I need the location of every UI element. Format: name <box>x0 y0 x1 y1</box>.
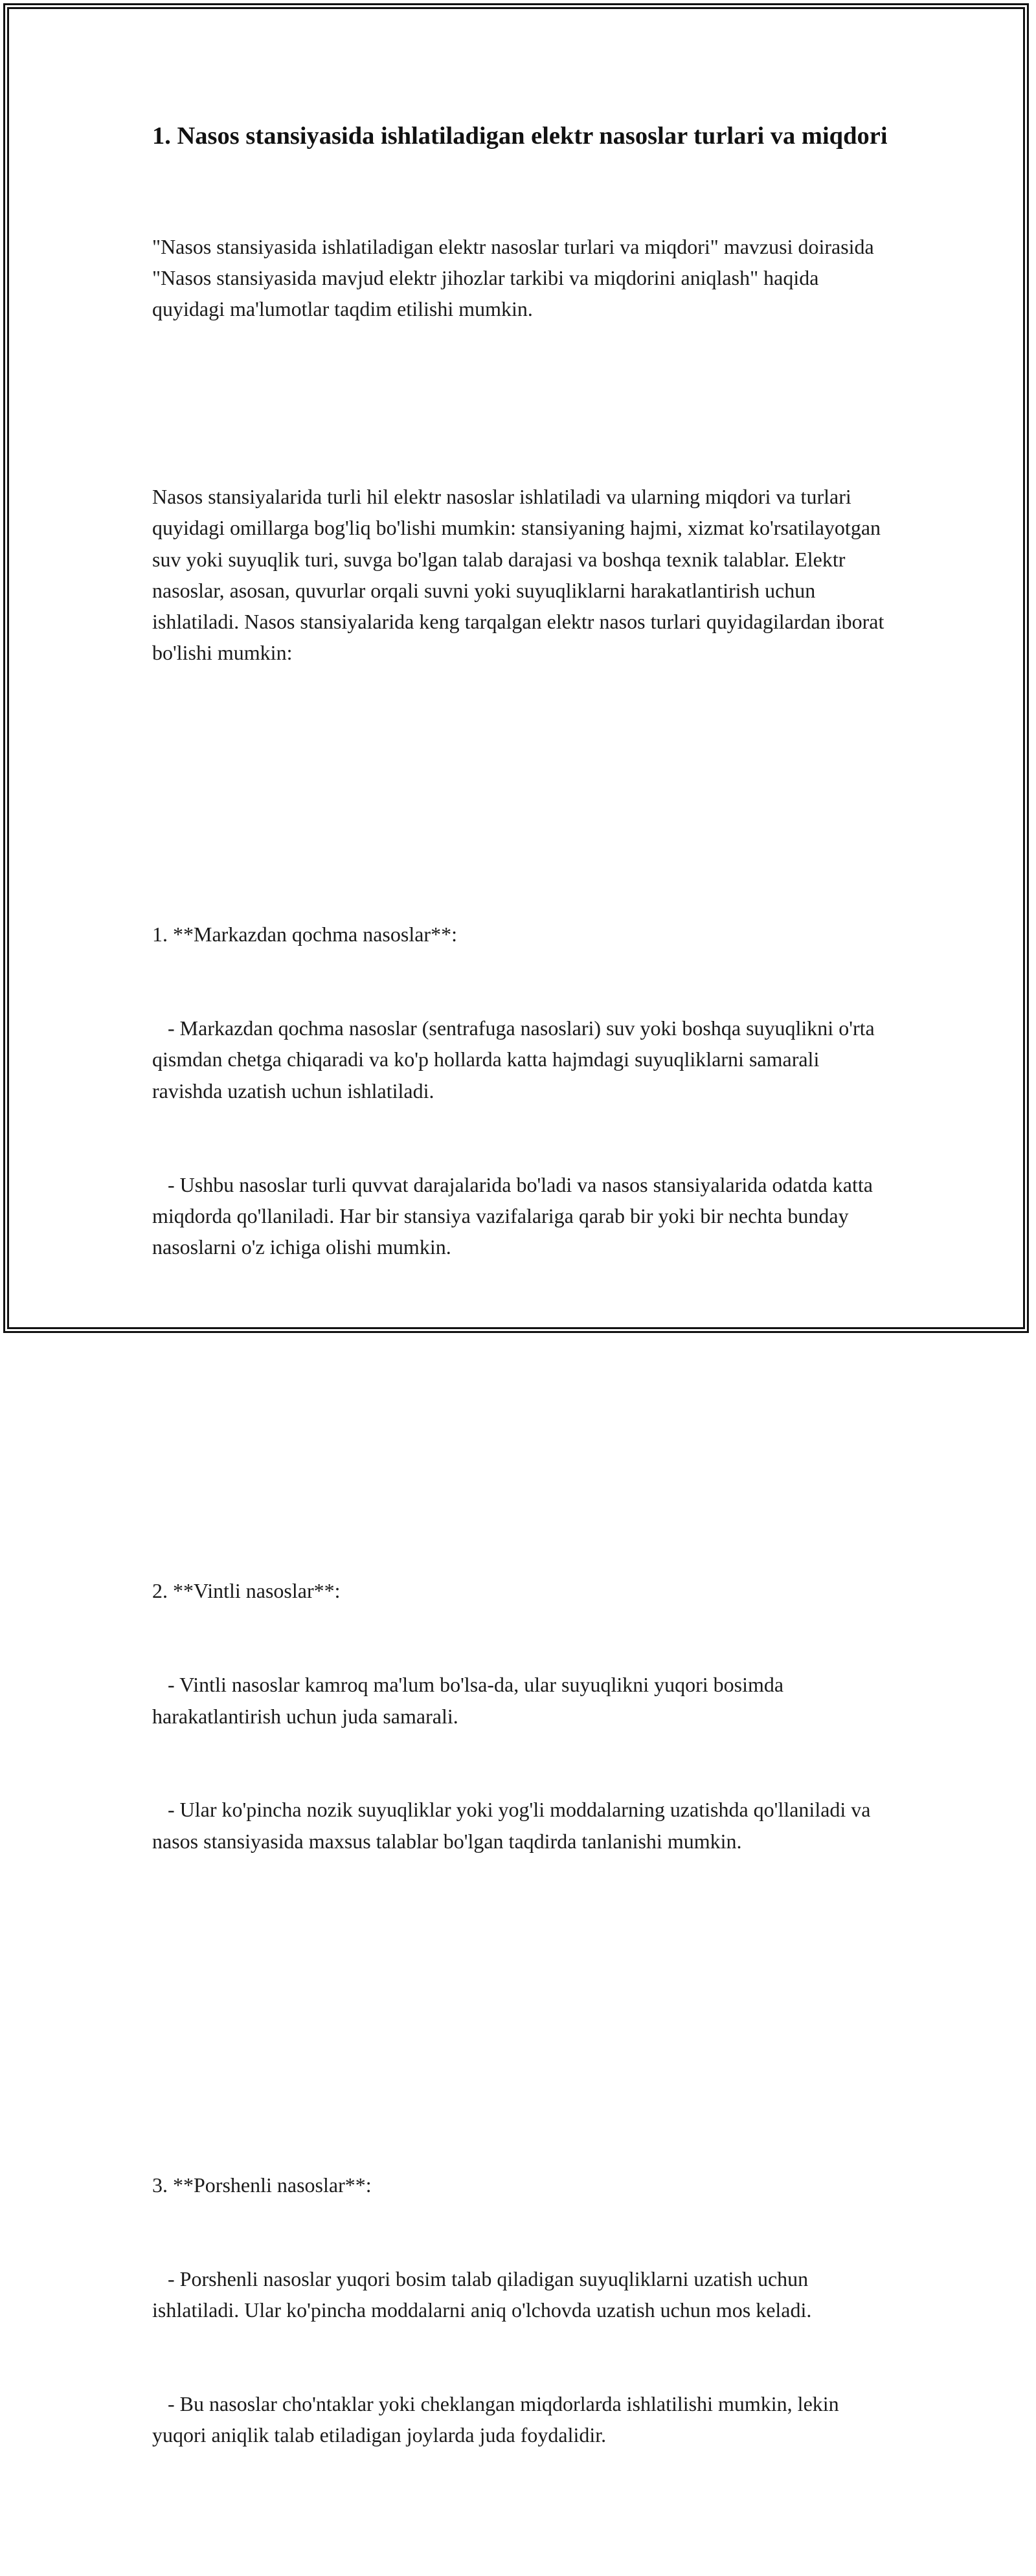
section-centrifugal <box>152 857 890 1325</box>
section-screw <box>152 1513 890 1920</box>
section-heading: 3. **Porshenli nasoslar**: <box>152 2173 372 2197</box>
paragraph-spacer <box>152 387 890 418</box>
document-content <box>152 118 890 2576</box>
document-title: 1. Nasos stansiyasida ishlatiladigan elektr nasoslar turlari va miqdori <box>152 122 888 150</box>
intro-paragraph: "Nasos stansiyasida ishlatiladigan elektr nasoslar turlari va miqdori" mavzusi doirasida "Nasos stansiyasida mavjud elektr jihozlar tarkibi va miqdorini aniqlash" haqida quyidagi ma'lumotlar taqdim etilishi mumkin. <box>152 234 879 321</box>
section-heading: 1. **Markazdan qochma nasoslar**: <box>152 923 457 946</box>
document-body <box>152 168 890 2576</box>
paragraph-spacer <box>152 731 890 762</box>
section-bullet: - Bu nasoslar cho'ntaklar yoki cheklangan miqdorlarda ishlatilishi mumkin, lekin yuqori aniqlik talab etiladigan joylarda juda foydalidir. <box>152 2392 844 2447</box>
section-piston <box>152 2107 890 2513</box>
section-bullet: - Ushbu nasoslar turli quvvat darajalarida bo'ladi va nasos stansiyalarida odatda katta miqdorda qo'llaniladi. Har bir stansiya vazifalariga qarab bir yoki bir nechta bunday nasoslarni o'z ichiga olishi mumkin. <box>152 1172 878 1259</box>
section-heading: 2. **Vintli nasoslar**: <box>152 1579 341 1603</box>
section-bullet: - Porshenli nasoslar yuqori bosim talab qiladigan suyuqliklarni uzatish uchun ishlatiladi. Ular ko'pincha moddalarni aniq o'lchovda uzatish uchun mos keladi. <box>152 2267 814 2322</box>
overview-paragraph: Nasos stansiyalarida turli hil elektr nasoslar ishlatiladi va ularning miqdori va turlari quyidagi omillarga bog'liq bo'lishi mumkin: stansiyaning hajmi, xizmat ko'rsatilayotgan suv yoki suyuqlik turi, suvga bo'lgan talab darajasi va boshqa texnik talablar. Elektr nasoslar, asosan, quvurlar orqali suvni yoki suyuqliklarni harakatlantirish uchun ishlatiladi. Nasos stansiyalarida keng tarqalgan elektr nasos turlari quyidagilardan iborat bo'lishi mumkin: <box>152 484 890 665</box>
section-bullet: - Markazdan qochma nasoslar (sentrafuga nasoslari) suv yoki boshqa suyuqlikni o'rta qismdan chetga chiqaradi va ko'p hollarda katta hajmdagi suyuqliklarni samarali ravishda uzatish uchun ishlatiladi. <box>152 1016 880 1103</box>
section-bullet: - Ular ko'pincha nozik suyuqliklar yoki yog'li moddalarning uzatishda qo'llaniladi va nasos stansiyasida maxsus talablar bo'lgan taqdirda tanlanishi mumkin. <box>152 1798 876 1853</box>
section-bullet: - Vintli nasoslar kamroq ma'lum bo'lsa-da, ular suyuqlikni yuqori bosimda harakatlantirish uchun juda samarali. <box>152 1673 789 1728</box>
paragraph-spacer <box>152 1982 890 2013</box>
paragraph-spacer <box>152 1388 890 1419</box>
